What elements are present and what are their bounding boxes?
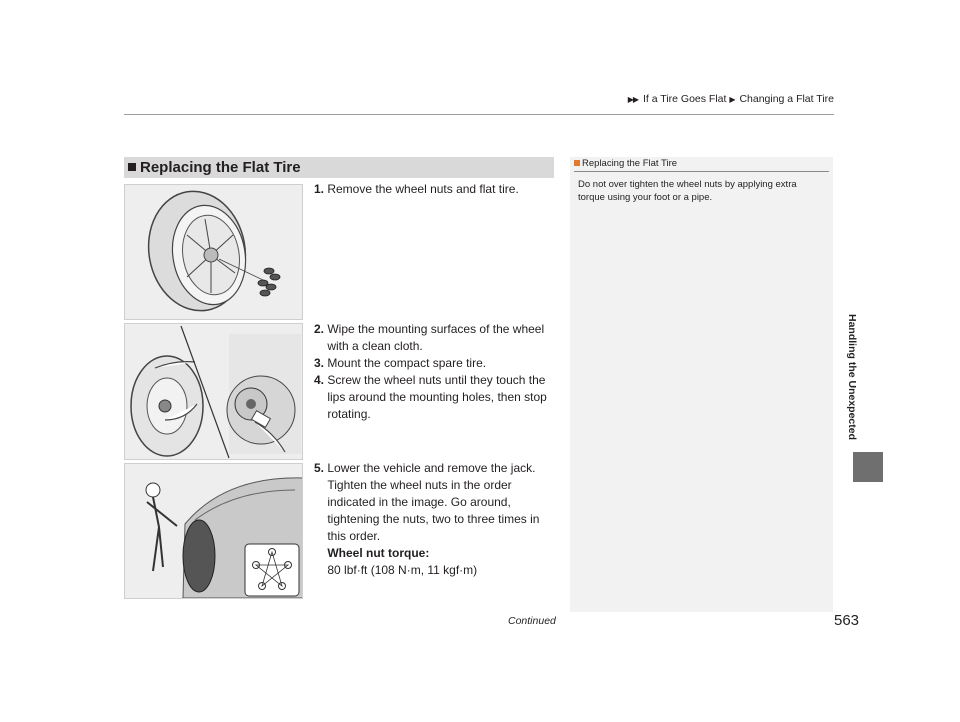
page-number: 563 xyxy=(834,612,860,629)
step-5-text: Lower the vehicle and remove the jack. Tighten the wheel nuts in the order indicated in the image. Go around, tightening the nuts, two to three times in this order. xyxy=(327,461,540,543)
double-arrow-icon: ▶▶ xyxy=(627,95,639,104)
illustration-remove-wheel xyxy=(124,184,303,320)
continued-label: Continued xyxy=(508,615,556,627)
section-title: Replacing the Flat Tire xyxy=(140,159,301,176)
wheel-nuts-drawing xyxy=(125,185,303,320)
tighten-order-drawing xyxy=(125,464,303,599)
breadcrumb-item-flat-tire[interactable]: If a Tire Goes Flat xyxy=(642,93,727,105)
step-5 xyxy=(314,460,554,579)
note-body: Do not over tighten the wheel nuts by applying extra torque using your foot or a pipe. xyxy=(578,179,797,203)
step-number: 2. xyxy=(314,322,325,336)
chapter-tab-label: Handling the Unexpected xyxy=(846,313,858,441)
step-2-4 xyxy=(314,321,554,423)
step-text: Mount the compact spare tire. xyxy=(327,356,487,370)
reference-icon xyxy=(574,160,580,166)
mount-spare-drawing xyxy=(125,324,303,460)
step-number: 3. xyxy=(314,356,325,370)
note-panel xyxy=(570,157,833,612)
note-header xyxy=(574,157,829,172)
step-number: 1. xyxy=(314,182,325,196)
breadcrumb-item-changing[interactable]: Changing a Flat Tire xyxy=(739,93,834,105)
torque-label: Wheel nut torque: xyxy=(327,546,430,560)
step-text xyxy=(327,460,554,579)
square-bullet-icon xyxy=(128,163,136,171)
breadcrumb xyxy=(490,93,834,105)
illustration-tighten-order xyxy=(124,463,303,599)
step-number: 4. xyxy=(314,373,325,387)
chapter-marker xyxy=(853,452,883,482)
step-number: 5. xyxy=(314,461,325,475)
section-header xyxy=(124,157,554,178)
arrow-icon: ▶ xyxy=(729,95,735,104)
chapter-tab xyxy=(846,298,858,456)
torque-value: 80 lbf·ft (108 N·m, 11 kgf·m) xyxy=(327,563,478,577)
note-title: Replacing the Flat Tire xyxy=(582,158,678,169)
header-rule xyxy=(124,114,834,115)
step-text: Remove the wheel nuts and flat tire. xyxy=(327,182,519,196)
step-text: Screw the wheel nuts until they touch the lips around the mounting holes, then stop rotating. xyxy=(327,373,547,421)
step-text: Wipe the mounting surfaces of the wheel with a clean cloth. xyxy=(327,322,545,353)
illustration-mount-spare xyxy=(124,323,303,460)
step-1 xyxy=(314,181,554,198)
